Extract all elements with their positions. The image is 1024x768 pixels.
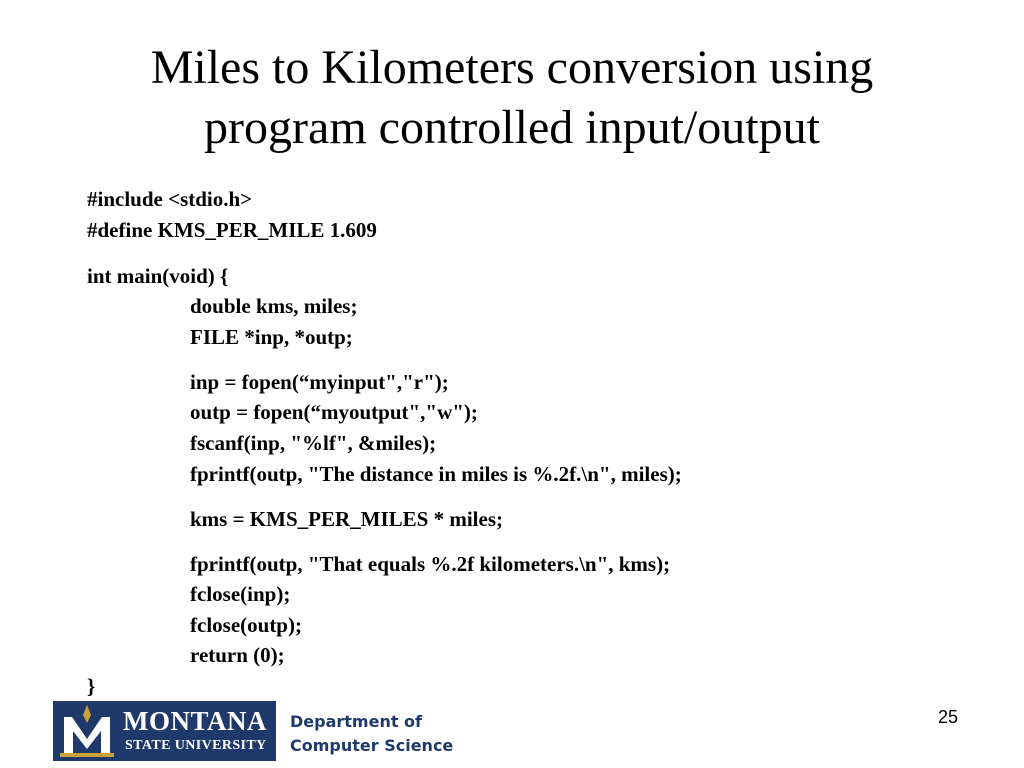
code-line: #define KMS_PER_MILE 1.609 <box>87 218 377 242</box>
page-number: 25 <box>938 707 959 727</box>
code-line: fprintf(outp, "That equals %.2f kilometers.\n", kms); <box>190 552 671 576</box>
department-line-1: Department of <box>290 712 423 731</box>
code-line: fclose(outp); <box>190 613 302 637</box>
montana-state-logo <box>53 701 276 761</box>
code-line: fscanf(inp, "%lf", &miles); <box>190 431 437 455</box>
department-line-2: Computer Science <box>290 736 454 755</box>
msu-m-icon <box>56 703 118 759</box>
code-line: return (0); <box>190 643 285 667</box>
logo-subtitle: STATE UNIVERSITY <box>125 738 267 753</box>
slide-title <box>0 38 1024 158</box>
title-line-2: program controlled input/output <box>204 101 820 154</box>
code-line: #include <stdio.h> <box>87 187 253 211</box>
logo-name: MONTANA <box>123 706 267 736</box>
code-line: } <box>87 674 96 698</box>
code-line: double kms, miles; <box>190 294 358 318</box>
code-line: fclose(inp); <box>190 582 291 606</box>
code-line: kms = KMS_PER_MILES * miles; <box>190 507 503 531</box>
code-line: outp = fopen(“myoutput","w"); <box>190 400 478 424</box>
code-line: fprintf(outp, "The distance in miles is %.2f.\n", miles); <box>190 462 682 486</box>
title-line-1: Miles to Kilometers conversion using <box>150 41 874 94</box>
code-line: int main(void) { <box>87 264 229 288</box>
department-label <box>290 710 453 758</box>
code-line: inp = fopen(“myinput","r"); <box>190 370 449 394</box>
code-line: FILE *inp, *outp; <box>190 325 353 349</box>
